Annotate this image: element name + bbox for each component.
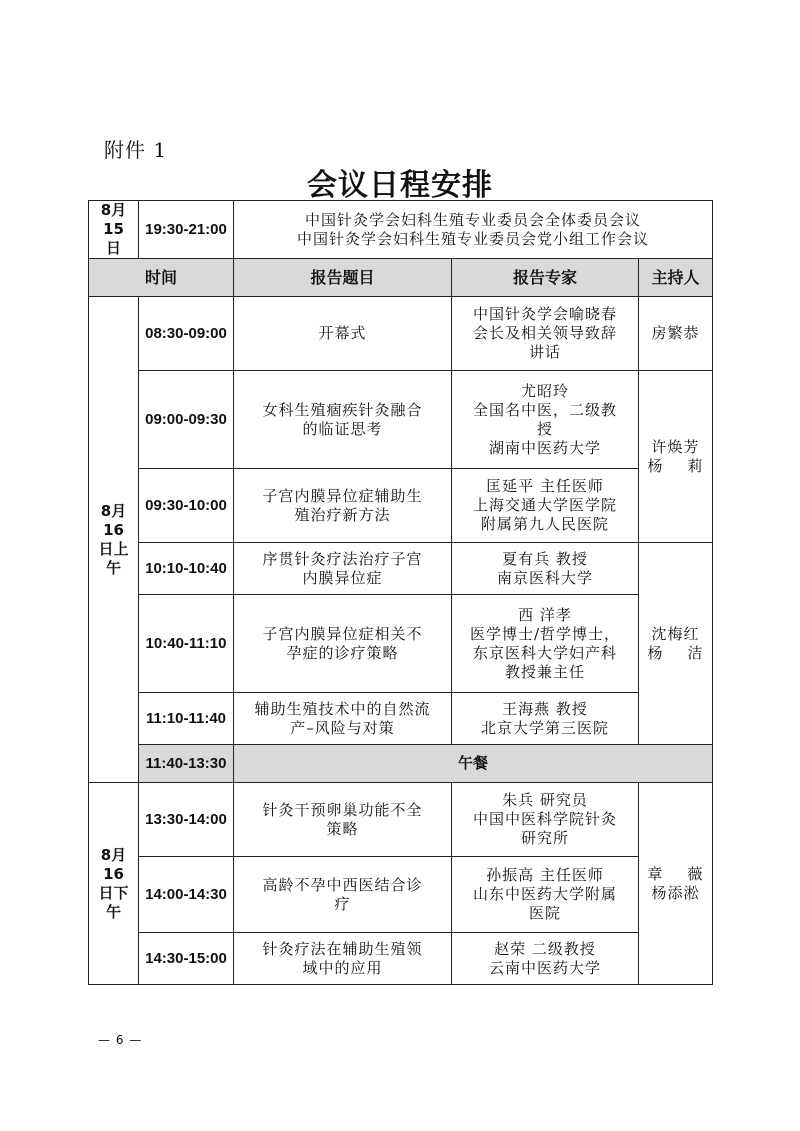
topic-cell: 序贯针灸疗法治疗子宫 内膜异位症 [234, 543, 452, 595]
expert-cell: 尤昭玲 全国名中医，二级教 授 湖南中医药大学 [452, 371, 639, 469]
date-cell: 8月15 日 [89, 201, 139, 259]
page-number: — 6 — [98, 1033, 143, 1047]
time-cell: 13:30-14:00 [139, 783, 234, 857]
expert-cell: 西 洋孝 医学博士/哲学博士， 东京医科大学妇产科 教授兼主任 [452, 595, 639, 693]
expert-cell: 匡延平 主任医师 上海交通大学医学院 附属第九人民医院 [452, 469, 639, 543]
table-row [89, 371, 713, 469]
date-cell: 8月16 日下 午 [89, 783, 139, 985]
header-expert: 报告专家 [452, 259, 639, 297]
time-cell: 10:40-11:10 [139, 595, 234, 693]
expert-cell: 王海燕 教授 北京大学第三医院 [452, 693, 639, 745]
lunch-label: 午餐 [234, 745, 713, 783]
topic-cell: 辅助生殖技术中的自然流 产–风险与对策 [234, 693, 452, 745]
host-cell: 章 薇 杨添淞 [639, 783, 713, 985]
table-header [89, 259, 713, 297]
table-row [89, 857, 713, 933]
table-row [89, 543, 713, 595]
table-row [89, 783, 713, 857]
time-cell: 19:30-21:00 [139, 201, 234, 259]
topic-cell: 针灸疗法在辅助生殖领 域中的应用 [234, 933, 452, 985]
header-host: 主持人 [639, 259, 713, 297]
preliminary-meeting-row [89, 201, 713, 259]
host-cell: 许焕芳 杨 莉 [639, 371, 713, 543]
date-cell: 8月16 日上 午 [89, 297, 139, 783]
host-cell: 沈梅红 杨 洁 [639, 543, 713, 745]
expert-cell: 赵荣 二级教授 云南中医药大学 [452, 933, 639, 985]
topic-cell: 开幕式 [234, 297, 452, 371]
expert-cell: 朱兵 研究员 中国中医科学院针灸 研究所 [452, 783, 639, 857]
header-topic: 报告题目 [234, 259, 452, 297]
header-time: 时间 [89, 259, 234, 297]
table-row [89, 693, 713, 745]
lunch-row [89, 745, 713, 783]
attachment-label: 附件 1 [104, 138, 168, 162]
table-row [89, 297, 713, 371]
table-row [89, 469, 713, 543]
time-cell: 08:30-09:00 [139, 297, 234, 371]
expert-cell: 夏有兵 教授 南京医科大学 [452, 543, 639, 595]
time-cell: 11:40-13:30 [139, 745, 234, 783]
page-title: 会议日程安排 [307, 168, 493, 203]
time-cell: 09:00-09:30 [139, 371, 234, 469]
time-cell: 09:30-10:00 [139, 469, 234, 543]
expert-cell: 孙振高 主任医师 山东中医药大学附属 医院 [452, 857, 639, 933]
time-cell: 14:00-14:30 [139, 857, 234, 933]
time-cell: 10:10-10:40 [139, 543, 234, 595]
time-cell: 11:10-11:40 [139, 693, 234, 745]
topic-cell: 女科生殖痼疾针灸融合 的临证思考 [234, 371, 452, 469]
topic-cell: 子宫内膜异位症辅助生 殖治疗新方法 [234, 469, 452, 543]
topic-cell: 针灸干预卵巢功能不全 策略 [234, 783, 452, 857]
table-row [89, 595, 713, 693]
host-cell: 房繁恭 [639, 297, 713, 371]
expert-cell: 中国针灸学会喻晓春 会长及相关领导致辞 讲话 [452, 297, 639, 371]
topic-cell: 高龄不孕中西医结合诊 疗 [234, 857, 452, 933]
meeting-list: 中国针灸学会妇科生殖专业委员会全体委员会议 中国针灸学会妇科生殖专业委员会党小组工作会议 [234, 201, 713, 259]
time-cell: 14:30-15:00 [139, 933, 234, 985]
topic-cell: 子宫内膜异位症相关不 孕症的诊疗策略 [234, 595, 452, 693]
schedule-table [88, 200, 713, 985]
table-row [89, 933, 713, 985]
